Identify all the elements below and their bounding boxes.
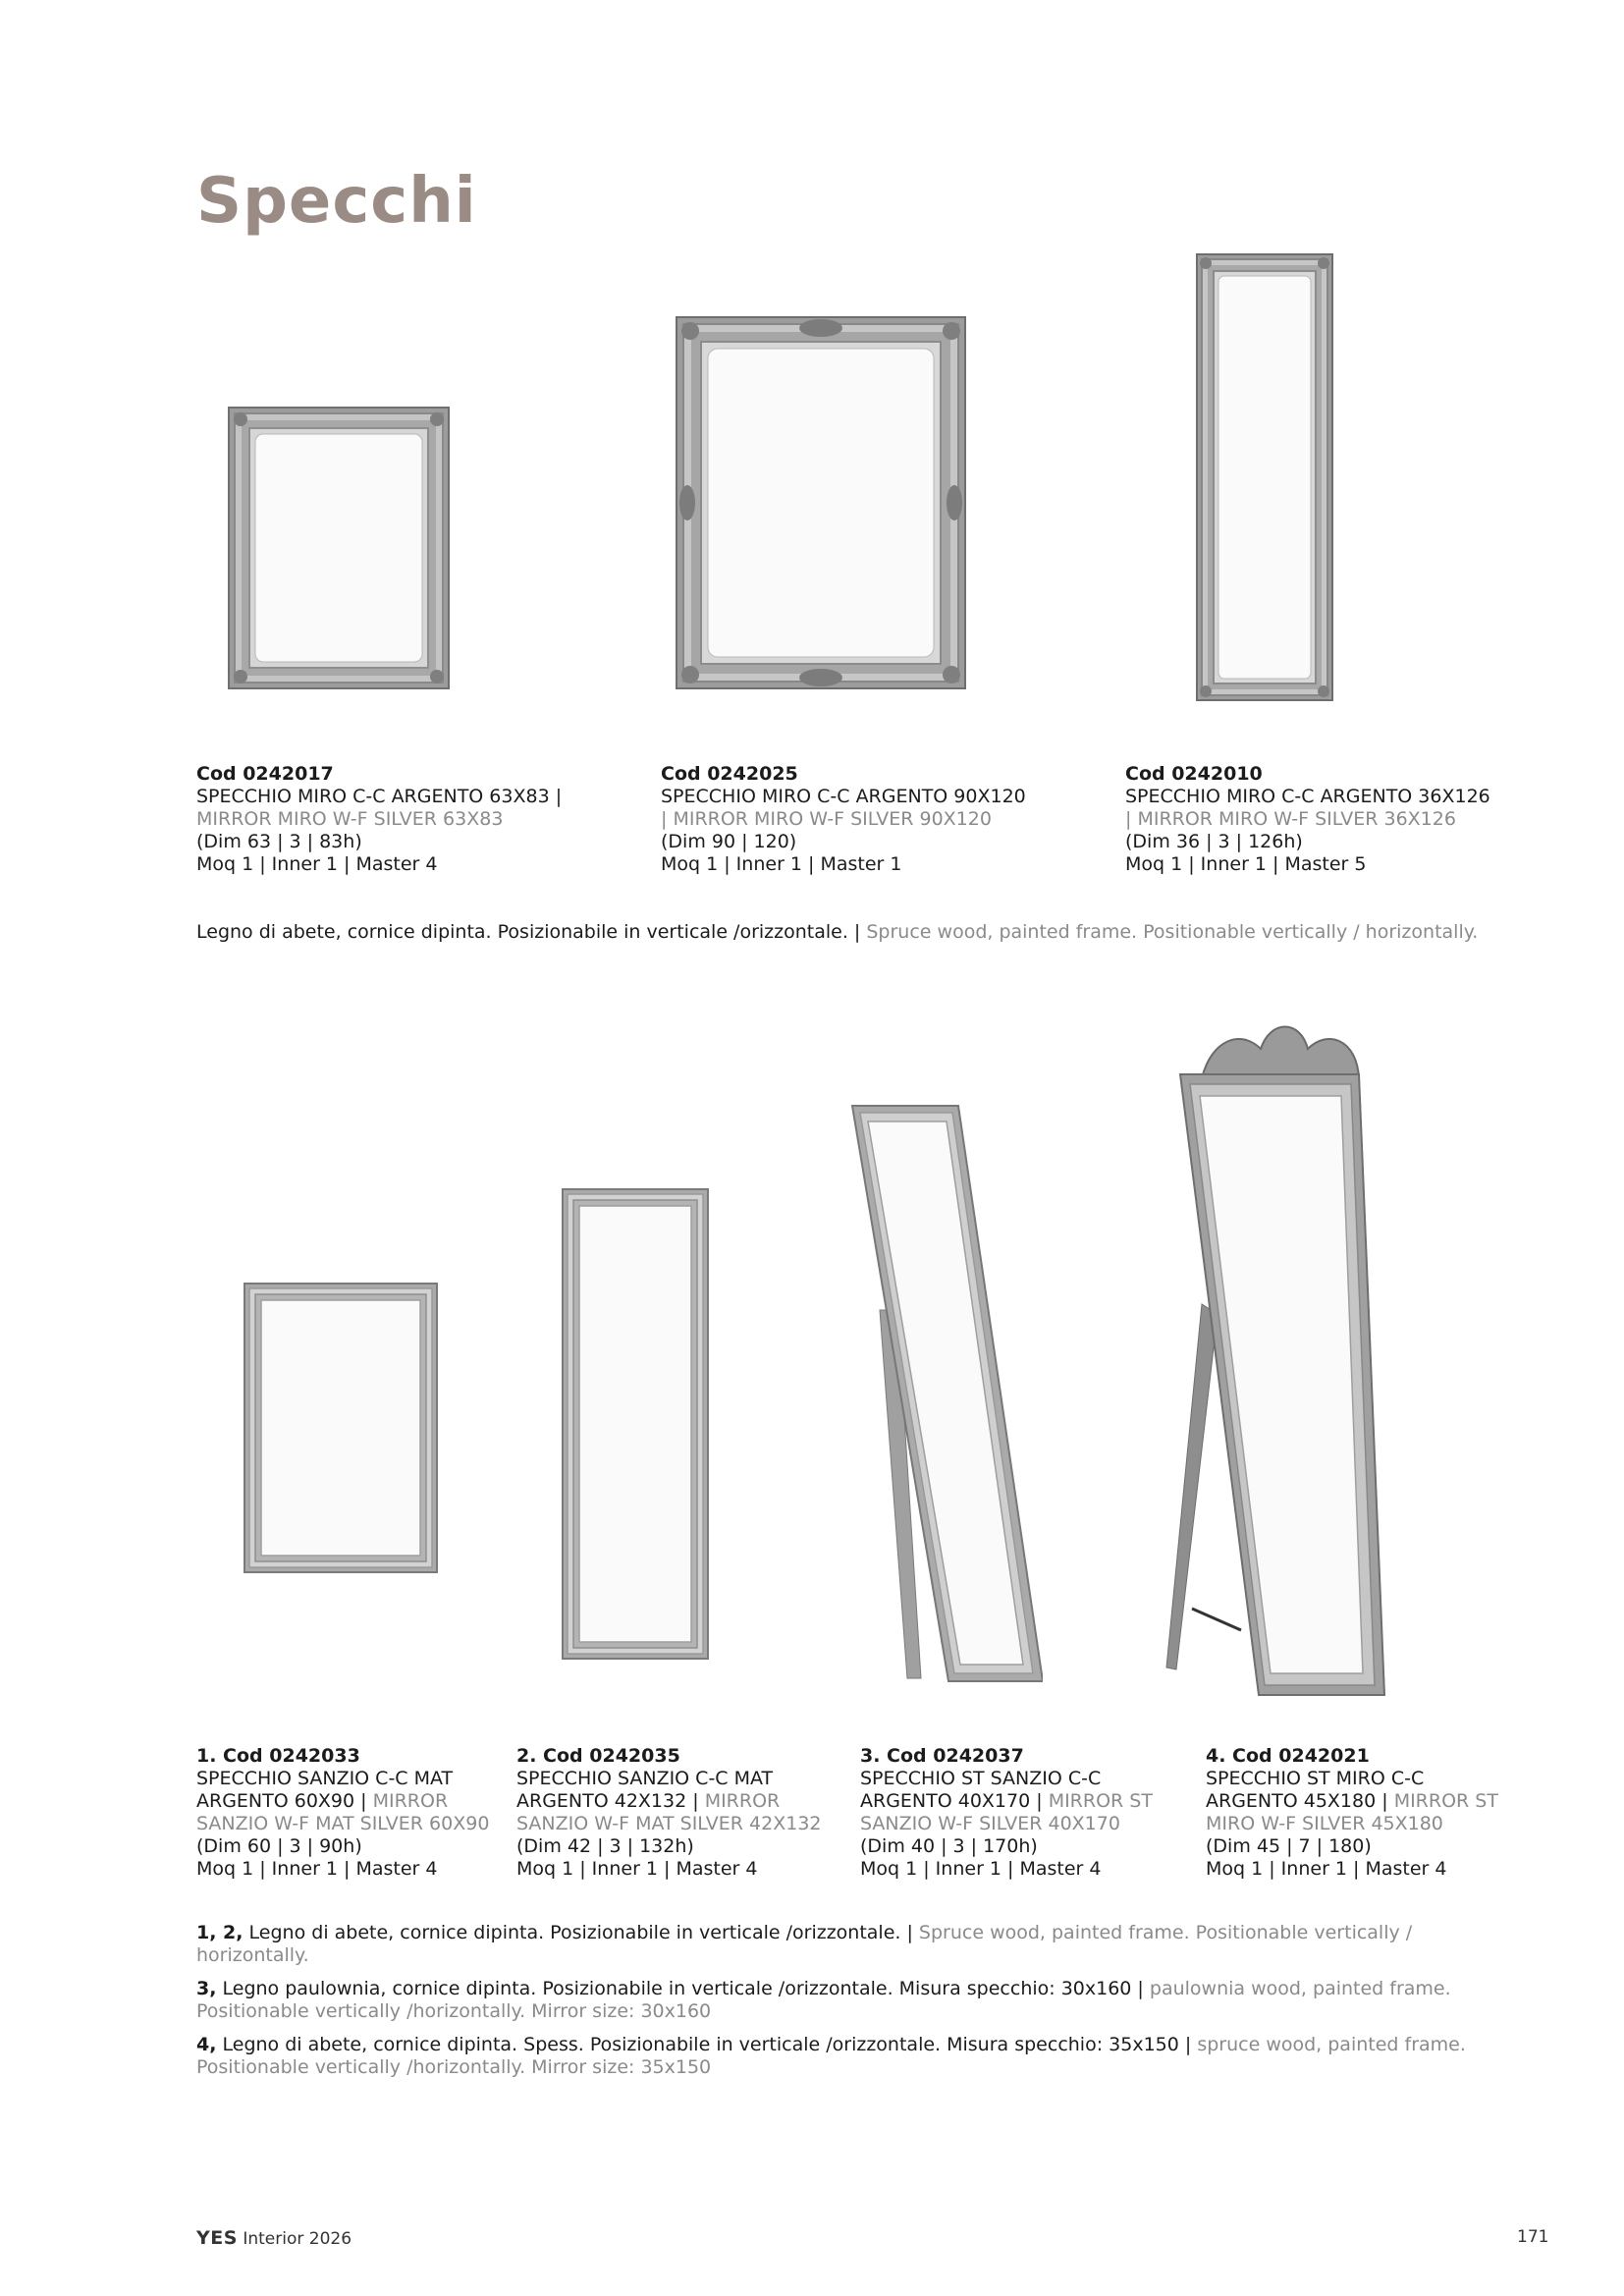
product-dim: (Dim 63 | 3 | 83h) xyxy=(196,831,362,852)
note-prefix: 3, xyxy=(196,1978,217,1999)
note-en: spruce wood, painted frame. Positionable vertically /horizontally. Mirror size: 35x150 xyxy=(196,2034,1466,2078)
mirror-image-0242021 xyxy=(1163,1019,1386,1697)
note-it: Legno di abete, cornice dipinta. Posizionabile in verticale /orizzontale. | xyxy=(196,921,861,943)
mirror-image-0242025 xyxy=(676,316,966,689)
material-note-1-2 xyxy=(196,1922,1502,1967)
product-name-line3-en: SANZIO W-F MAT SILVER 60X90 xyxy=(196,1813,490,1834)
product-moq: Moq 1 | Inner 1 | Master 4 xyxy=(196,1858,438,1880)
product-code: Cod 0242025 xyxy=(661,763,798,785)
product-name-it: SPECCHIO MIRO C-C ARGENTO 63X83 | xyxy=(196,786,563,807)
mirror-image-0242033 xyxy=(244,1283,438,1573)
product-dim: (Dim 40 | 3 | 170h) xyxy=(860,1835,1038,1857)
product-moq: Moq 1 | Inner 1 | Master 5 xyxy=(1125,853,1367,875)
material-note-3 xyxy=(196,1978,1502,2023)
note-en: paulownia wood, painted frame. Positionable vertically /horizontally. Mirror size: 30x160 xyxy=(196,1978,1451,2022)
mirror-image-0242035 xyxy=(562,1188,709,1660)
mirror-image-0242037 xyxy=(850,1104,1043,1683)
product-moq: Moq 1 | Inner 1 | Master 1 xyxy=(661,853,902,875)
product-name-en: | MIRROR MIRO W-F SILVER 90X120 xyxy=(661,808,992,830)
product-code: 1. Cod 0242033 xyxy=(196,1745,360,1767)
product-name-line1: SPECCHIO ST SANZIO C-C xyxy=(860,1768,1102,1789)
product-0242021 xyxy=(1206,1745,1498,1881)
product-moq: Moq 1 | Inner 1 | Master 4 xyxy=(1206,1858,1447,1880)
product-dim: (Dim 42 | 3 | 132h) xyxy=(516,1835,694,1857)
product-name-it: SPECCHIO MIRO C-C ARGENTO 90X120 xyxy=(661,786,1026,807)
footer-catalog xyxy=(196,2227,352,2249)
product-dim: (Dim 36 | 3 | 126h) xyxy=(1125,831,1303,852)
note-it: Legno di abete, cornice dipinta. Spess. Posizionabile in verticale /orizzontale. Misura specchio: 35x150 | xyxy=(222,2034,1192,2055)
product-0242037 xyxy=(860,1745,1153,1881)
product-moq: Moq 1 | Inner 1 | Master 4 xyxy=(196,853,438,875)
product-name-line2-it: ARGENTO 45X180 | xyxy=(1206,1790,1388,1812)
product-dim: (Dim 90 | 120) xyxy=(661,831,797,852)
mirror-image-0242017 xyxy=(228,407,450,689)
product-name-line2-en: MIRROR xyxy=(372,1790,449,1812)
note-prefix: 4, xyxy=(196,2034,217,2055)
note-it: Legno di abete, cornice dipinta. Posizionabile in verticale /orizzontale. | xyxy=(248,1922,913,1943)
product-name-line1: SPECCHIO SANZIO C-C MAT xyxy=(196,1768,454,1789)
product-name-it: SPECCHIO MIRO C-C ARGENTO 36X126 xyxy=(1125,786,1490,807)
product-name-en: | MIRROR MIRO W-F SILVER 36X126 xyxy=(1125,808,1456,830)
product-0242025 xyxy=(661,763,1026,876)
product-dim: (Dim 60 | 3 | 90h) xyxy=(196,1835,362,1857)
product-0242017 xyxy=(196,763,562,876)
product-0242010 xyxy=(1125,763,1490,876)
note-en: Spruce wood, painted frame. Positionable vertically / horizontally. xyxy=(196,1922,1413,1966)
product-name-line1: SPECCHIO ST MIRO C-C xyxy=(1206,1768,1425,1789)
page-number: 171 xyxy=(1517,2227,1549,2247)
product-name-line3-en: SANZIO W-F SILVER 40X170 xyxy=(860,1813,1120,1834)
product-name-line3-en: SANZIO W-F MAT SILVER 42X132 xyxy=(516,1813,822,1834)
product-code: 2. Cod 0242035 xyxy=(516,1745,680,1767)
product-name-line2-en: MIRROR xyxy=(704,1790,781,1812)
note-it: Legno paulownia, cornice dipinta. Posizionabile in verticale /orizzontale. Misura specchio: 30x160 | xyxy=(222,1978,1144,1999)
brand-logo: YES xyxy=(196,2227,238,2249)
material-note-4 xyxy=(196,2034,1502,2079)
product-code: Cod 0242010 xyxy=(1125,763,1263,785)
product-name-line1: SPECCHIO SANZIO C-C MAT xyxy=(516,1768,774,1789)
product-0242035 xyxy=(516,1745,822,1881)
product-moq: Moq 1 | Inner 1 | Master 4 xyxy=(860,1858,1102,1880)
note-en: Spruce wood, painted frame. Positionable vertically / horizontally. xyxy=(866,921,1479,943)
product-name-line2-en: MIRROR ST xyxy=(1393,1790,1498,1812)
product-0242033 xyxy=(196,1745,489,1881)
page-title: Specchi xyxy=(196,165,477,238)
product-dim: (Dim 45 | 7 | 180) xyxy=(1206,1835,1372,1857)
product-name-line3-en: MIRO W-F SILVER 45X180 xyxy=(1206,1813,1443,1834)
mirror-image-0242010 xyxy=(1196,253,1333,701)
product-name-line2-en: MIRROR ST xyxy=(1048,1790,1153,1812)
product-name-line2-it: ARGENTO 60X90 | xyxy=(196,1790,367,1812)
note-prefix: 1, 2, xyxy=(196,1922,244,1943)
product-name-en: MIRROR MIRO W-F SILVER 63X83 xyxy=(196,808,504,830)
product-name-line2-it: ARGENTO 42X132 | xyxy=(516,1790,699,1812)
product-code: 4. Cod 0242021 xyxy=(1206,1745,1370,1767)
product-moq: Moq 1 | Inner 1 | Master 4 xyxy=(516,1858,758,1880)
product-code: Cod 0242017 xyxy=(196,763,334,785)
product-code: 3. Cod 0242037 xyxy=(860,1745,1024,1767)
material-note-group1 xyxy=(196,921,1502,944)
catalog-name: Interior 2026 xyxy=(243,2229,352,2249)
product-name-line2-it: ARGENTO 40X170 | xyxy=(860,1790,1043,1812)
